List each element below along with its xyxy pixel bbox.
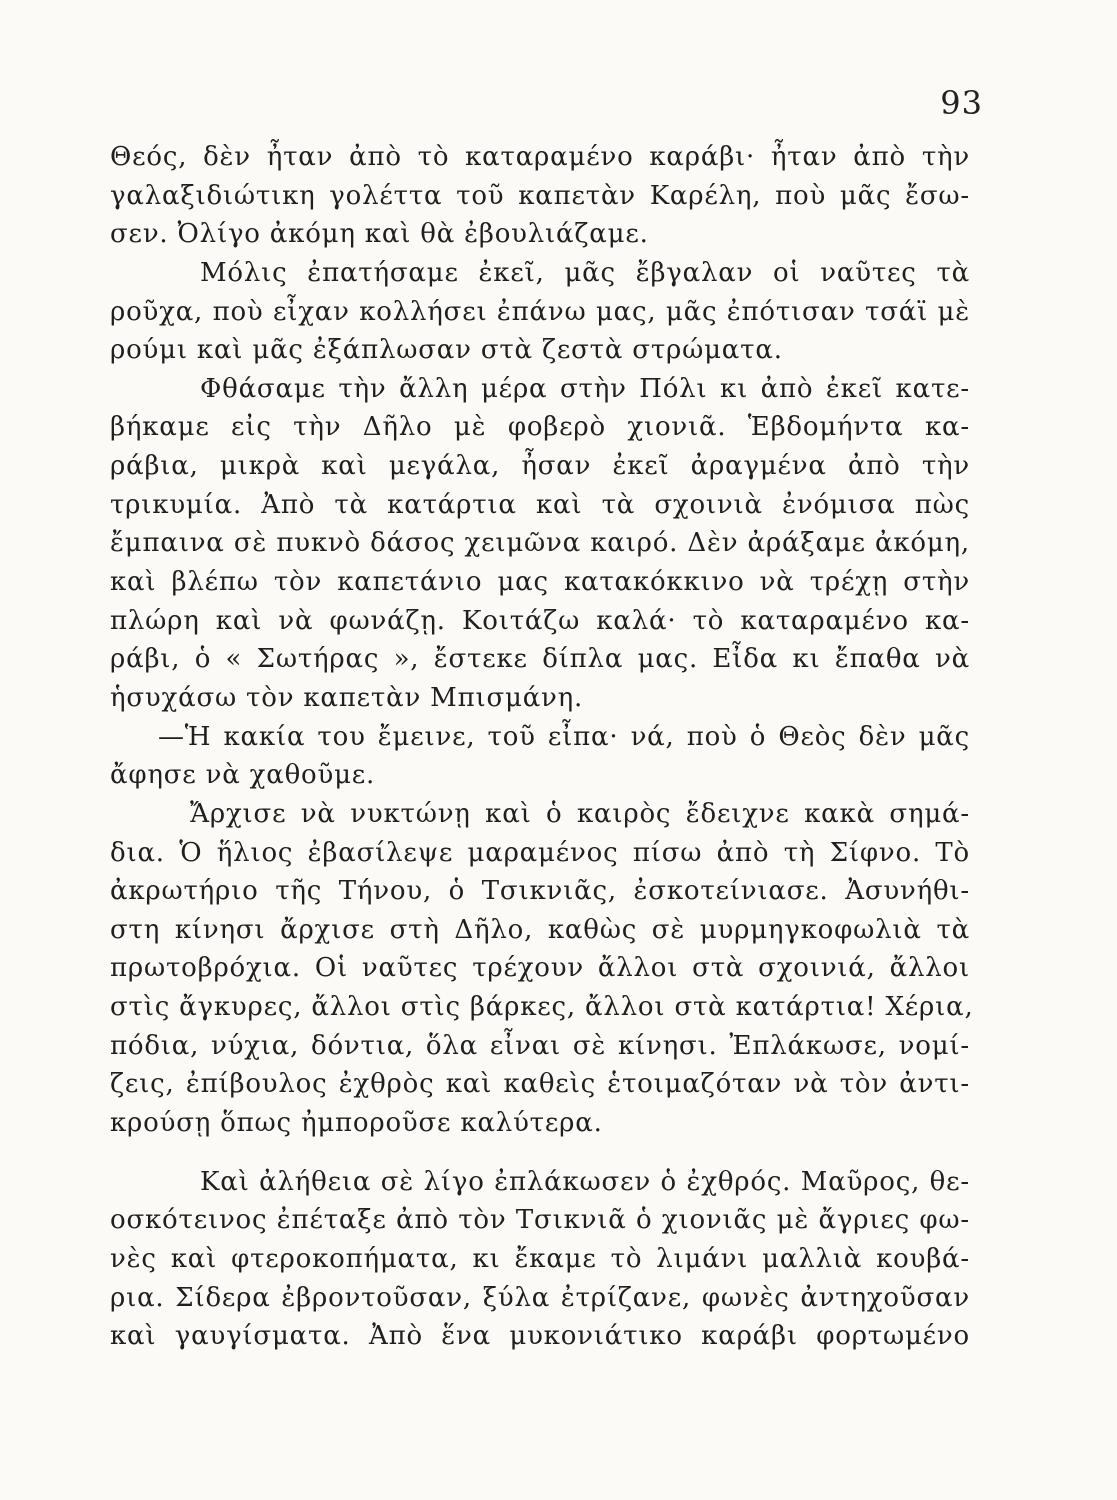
text-line: οσκότεινος ἐπέταξε ἀπὸ τὸν Τσικνιᾶ ὁ χιονιᾶς μὲ ἄγριες φω- [110,1205,970,1236]
text-line: κρούσῃ ὅπως ἠμποροῦσε καλύτερα. [110,1108,603,1139]
text-line: σεν. Ὀλίγο ἀκόμη καὶ θὰ ἐβουλιάζαμε. [110,219,649,250]
text-line: ἄφησε νὰ χαθοῦμε. [110,760,376,791]
text-line: δια. Ὁ ἥλιος ἐβασίλεψε μαραμένος πίσω ἀπὸ τὴ Σίφνο. Τὸ [110,837,970,868]
text-line: νὲς καὶ φτεροκοπήματα, κι ἔκαμε τὸ λιμάνι μαλλιὰ κουβά- [110,1243,970,1274]
text-line: πόδια, νύχια, δόντια, ὅλα εἶναι σὲ κίνησι. Ἐπλάκωσε, νομί- [110,1030,970,1061]
text-line: καὶ γαυγίσματα. Ἀπὸ ἕνα μυκονιάτικο καράβι φορτωμένο [110,1321,970,1352]
body-text [110,138,974,1356]
text-line: —Ἡ κακία του ἔμεινε, τοῦ εἶπα· νά, ποὺ ὁ Θεὸς δὲν μᾶς [158,721,970,752]
paragraph-gap [110,1143,970,1163]
text-line: Μόλις ἐπατήσαμε ἐκεῖ, μᾶς ἔβγαλαν οἱ ναῦτες τὰ [200,257,970,288]
text-line: Ἄρχισε νὰ νυκτώνῃ καὶ ὁ καιρὸς ἔδειχνε κακὰ σημά- [190,798,970,829]
text-line: τρικυμία. Ἀπὸ τὰ κατάρτια καὶ τὰ σχοινιὰ ἐνόμισα πὼς [110,489,970,520]
text-line: Θεός, δὲν ἦταν ἀπὸ τὸ καταραμένο καράβι· ἦταν ἀπὸ τὴν [110,142,970,172]
text-line: Καὶ ἀλήθεια σὲ λίγο ἐπλάκωσεν ὁ ἐχθρός. Μαῦρος, θε- [200,1166,970,1197]
page-number: 93 [940,84,983,122]
text-line: ρια. Σίδερα ἐβροντοῦσαν, ξύλα ἐτρίζανε, φωνὲς ἀντηχοῦσαν [110,1282,970,1313]
text-line: ἀκρωτήριο τῆς Τήνου, ὁ Τσικνιᾶς, ἐσκοτείνιασε. Ἀσυνήθι- [110,876,970,907]
text-line: ζεις, ἐπίβουλος ἐχθρὸς καὶ καθεὶς ἑτοιμαζόταν νὰ τὸν ἀντι- [110,1069,970,1100]
text-line: Φθάσαμε τὴν ἄλλη μέρα στὴν Πόλι κι ἀπὸ ἐκεῖ κατε- [200,373,970,404]
text-line: ἔμπαινα σὲ πυκνὸ δάσος χειμῶνα καιρό. Δὲν ἀράξαμε ἀκόμη, [110,528,970,559]
text-line: γαλαξιδιώτικη γολέττα τοῦ καπετὰν Καρέλη, ποὺ μᾶς ἔσω- [110,180,970,211]
text-line: καὶ βλέπω τὸν καπετάνιο μας κατακόκκινο νὰ τρέχῃ στὴν [110,567,970,598]
text-line: ροῦχα, ποὺ εἶχαν κολλήσει ἐπάνω μας, μᾶς ἐπότισαν τσάϊ μὲ [110,296,970,327]
text-line: ράβια, μικρὰ καὶ μεγάλα, ἦσαν ἐκεῖ ἀραγμένα ἀπὸ τὴν [110,451,970,482]
text-line: ράβι, ὁ « Σωτήρας », ἔστεκε δίπλα μας. Εἶδα κι ἔπαθα νὰ [110,644,970,675]
text-line: πρωτοβρόχια. Οἱ ναῦτες τρέχουν ἄλλοι στὰ σχοινιά, ἄλλοι [110,953,970,984]
text-line: βήκαμε εἰς τὴν Δῆλο μὲ φοβερὸ χιονιᾶ. Ἑβδομήντα κα- [110,412,970,443]
text-line: στὶς ἄγκυρες, ἄλλοι στὶς βάρκες, ἄλλοι στὰ κατάρτια! Χέρια, [110,992,974,1023]
text-line: πλώρη καὶ νὰ φωνάζῃ. Κοιτάζω καλά· τὸ καταραμένο κα- [110,605,970,636]
text-line: ἡσυχάσω τὸν καπετὰν Μπισμάνη. [110,682,584,713]
text-line: στη κίνησι ἄρχισε στὴ Δῆλο, καθὼς σὲ μυρμηγκοφωλιὰ τὰ [110,914,970,945]
text-line: ρούμι καὶ μᾶς ἐξάπλωσαν στὰ ζεστὰ στρώματα. [110,335,783,366]
